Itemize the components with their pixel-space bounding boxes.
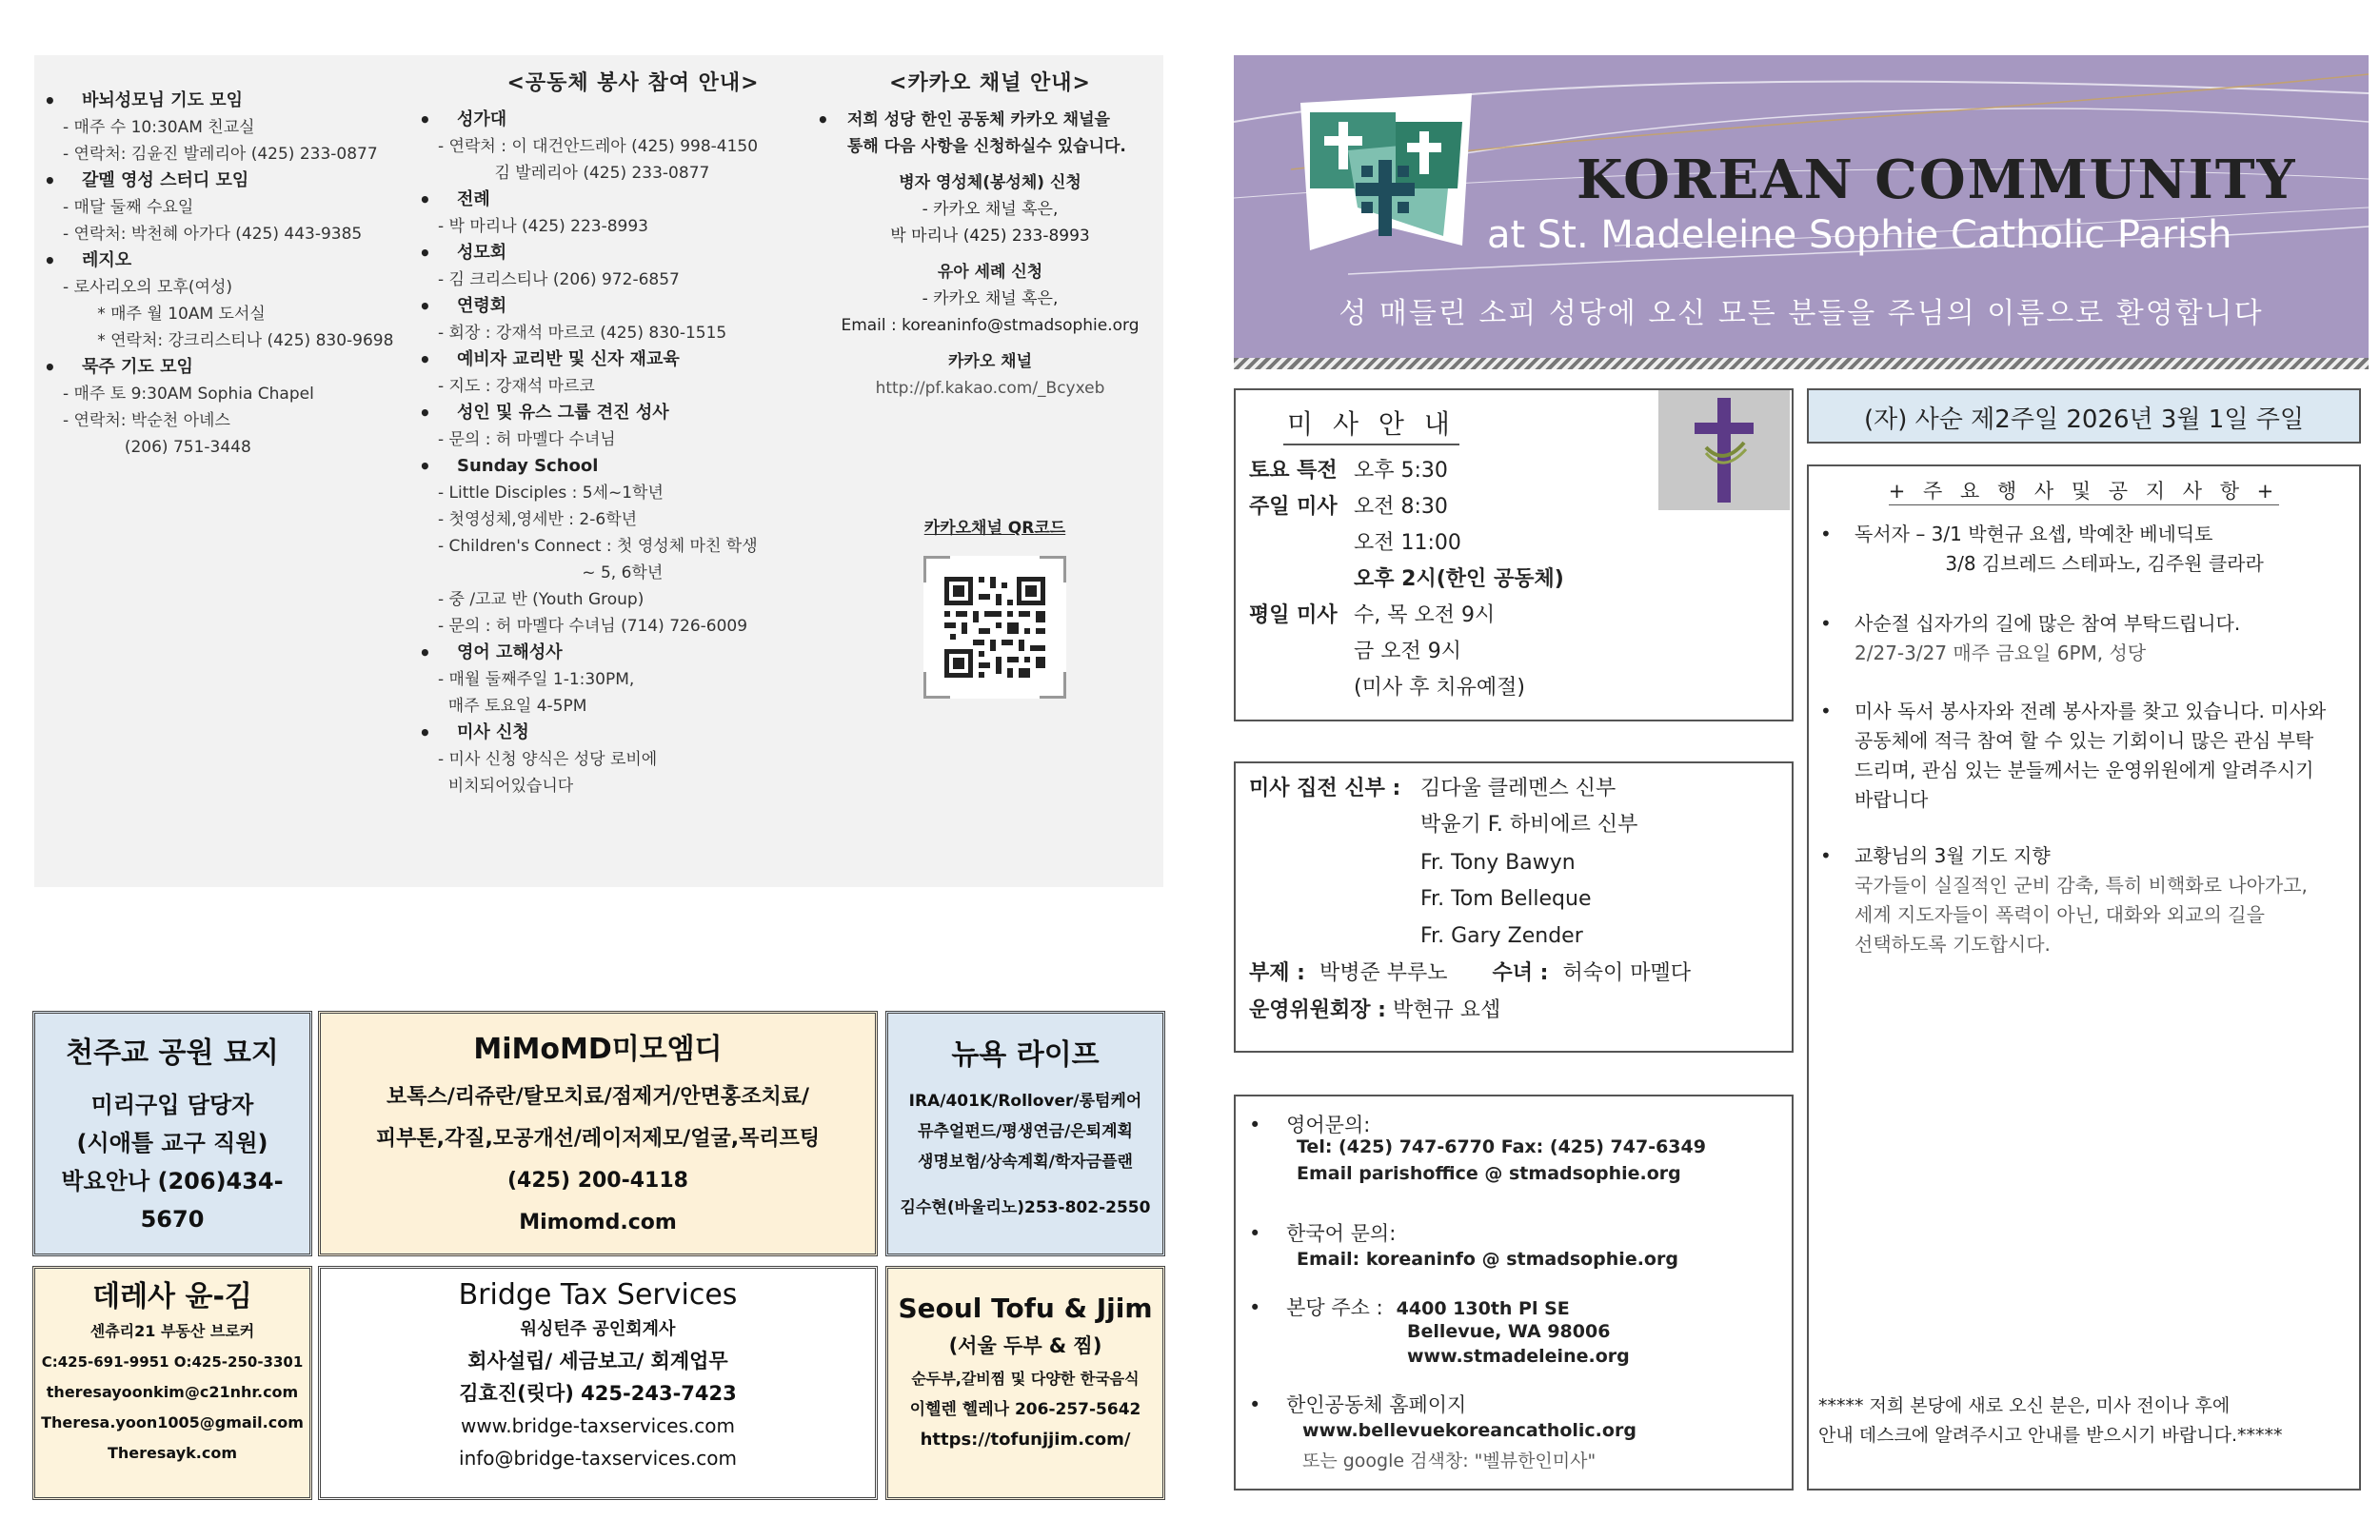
- announcements-title-text: + 주 요 행 사 및 공 지 사 항 +: [1889, 480, 2280, 505]
- ad-line: 피부톤,각질,모공개선/레이저제모/얼굴,목리프팅: [375, 1127, 821, 1151]
- council-name: 박현규 요셉: [1392, 998, 1501, 1022]
- mass-time-row: [1249, 453, 1448, 489]
- service-participation-column: [419, 69, 828, 800]
- announcement-text: 사순절 십자가의 길에 많은 참여 부탁드립니다.: [1854, 612, 2241, 635]
- group-detail: - 첫영성체,영세반 : 2-6학년: [438, 510, 638, 529]
- qr-code-box: [914, 516, 1076, 716]
- community-homepage-link[interactable]: www.bellevuekoreancatholic.org: [1302, 1420, 1636, 1441]
- group-title: • 바뇌성모님 기도 모임: [44, 88, 444, 114]
- priest-label: 미사 집전 신부 :: [1249, 777, 1401, 800]
- ad-catholic-cemetery: [32, 1011, 312, 1256]
- liturgical-sunday-text: (자) 사순 제2주일 2026년 3월 1일 주일: [1864, 405, 2304, 434]
- mass-time-value: 오전 8:30: [1354, 495, 1448, 519]
- priest-name: Fr. Gary Zender: [1420, 924, 1583, 948]
- group-title: • Sunday School: [419, 453, 828, 480]
- korean-inquiry-email[interactable]: Email: koreaninfo @ stmadsophie.org: [1297, 1249, 1678, 1270]
- ad-new-york-life: [885, 1011, 1165, 1256]
- group-detail: - 매주 수 10:30AM 친교실: [63, 118, 255, 137]
- header-welcome-text: 성 매들린 소피 성당에 오신 모든 분들을 주님의 이름으로 환영합니다: [1339, 297, 2264, 330]
- mass-time-value: 오후 2시(한인 공동체): [1354, 567, 1564, 591]
- ad-mimomd: [318, 1011, 878, 1256]
- ad-title: Seoul Tofu & Jjim: [898, 1293, 1153, 1324]
- ad-title: 데레사 윤-김: [92, 1280, 252, 1313]
- priest-name: Fr. Tony Bawyn: [1420, 851, 1576, 875]
- ad-line: 회사설립/ 세금보고/ 회계업무: [467, 1350, 728, 1372]
- group-title: • 성모회: [419, 240, 828, 267]
- group-detail: - Little Disciples : 5세~1학년: [438, 484, 664, 503]
- priest-name: 박윤기 F. 하비에르 신부: [1420, 813, 1638, 837]
- ad-bridge-tax-services: [318, 1266, 878, 1500]
- group-detail: - 회장 : 강재석 마르코 (425) 830-1515: [438, 324, 727, 343]
- kakao-section-line: 박 마리나 (425) 233-8993: [890, 227, 1090, 246]
- ad-title: Bridge Tax Services: [458, 1278, 738, 1312]
- group-title: • 예비자 교리반 및 신자 재교육: [419, 346, 828, 373]
- ad-email-link[interactable]: info@bridge-taxservices.com: [459, 1447, 737, 1470]
- parish-website-link[interactable]: www.stmadeleine.org: [1407, 1346, 1630, 1367]
- left-info-panel: [34, 55, 1163, 887]
- mass-time-value: 금 오전 9시: [1354, 640, 1461, 663]
- group-detail: 매주 토요일 4-5PM: [438, 697, 587, 716]
- group-title: • 성가대: [419, 107, 828, 133]
- english-inquiry-phone: Tel: (425) 747-6770 Fax: (425) 747-6349: [1297, 1136, 1706, 1157]
- group-detail: - 매달 둘째 수요일: [63, 198, 194, 217]
- ad-line: 생명보험/상속계획/학자금플랜: [918, 1153, 1133, 1172]
- group-detail: - 문의 : 허 마멜다 수녀님 (714) 726-6009: [438, 617, 748, 636]
- group-detail: 비치되어있습니다: [438, 777, 574, 796]
- ad-phone: (425) 200-4118: [507, 1169, 688, 1193]
- qr-code-image[interactable]: [923, 556, 1066, 699]
- announcement-subtext: 2/27-3/27 매주 금요일 6PM, 성당: [1854, 642, 2147, 664]
- mass-schedule-title: 미 사 안 내: [1283, 404, 1459, 445]
- group-detail: (206) 751-3448: [63, 438, 251, 457]
- english-inquiry-label: 영어문의:: [1286, 1114, 1371, 1136]
- ad-website-link[interactable]: Theresayk.com: [107, 1444, 238, 1462]
- ad-phone: 김효진(릿다) 425-243-7423: [459, 1382, 737, 1405]
- announcement-item: • 사순절 십자가의 길에 많은 참여 부탁드립니다. 2/27-3/27 매주 금요일 6PM, 성당: [1820, 609, 2353, 668]
- address-line: Bellevue, WA 98006: [1407, 1321, 1611, 1342]
- ad-phone: C:425-691-9951 O:425-250-3301: [41, 1353, 304, 1371]
- priest-name: Fr. Tom Belleque: [1420, 887, 1592, 911]
- ad-line: 보톡스/리쥬란/탈모치료/점제거/안면홍조치료/: [387, 1085, 809, 1109]
- kakao-channel-column: [809, 69, 1171, 538]
- group-detail: - 연락처: 박순천 아녜스: [63, 411, 230, 430]
- group-title: • 연령회: [419, 293, 828, 320]
- group-detail: * 연락처: 강크리스티나 (425) 830-9698: [82, 331, 394, 350]
- group-detail: - 미사 신청 양식은 성당 로비에: [438, 750, 658, 769]
- group-detail: - 연락처: 박천혜 아가다 (425) 443-9385: [63, 225, 363, 244]
- ad-line: 센츄리21 부동산 브로커: [89, 1322, 255, 1340]
- parish-logo-icon: [1291, 84, 1481, 265]
- kakao-section-sick-communion: [809, 169, 1171, 249]
- group-detail: - 로사리오의 모후(여성): [63, 278, 233, 297]
- kakao-intro-line: 통해 다음 사항을 신청하실수 있습니다.: [847, 137, 1126, 156]
- ad-website-link[interactable]: https://tofunjjim.com/: [920, 1430, 1131, 1450]
- english-inquiry-email[interactable]: Email parishoffice @ stmadsophie.org: [1297, 1163, 1681, 1184]
- service-participation-title: <공동체 봉사 참여 안내>: [506, 71, 760, 95]
- ad-title: MiMoMD미모엠디: [473, 1033, 723, 1066]
- ad-seoul-tofu-jjim: [885, 1266, 1165, 1500]
- announcement-text: 독서자 – 3/1 박현규 요셉, 박예찬 베네딕토 3/8 김브레드 스테파노, 김주원 클라라: [1854, 523, 2264, 575]
- sister-label: 수녀 :: [1492, 961, 1549, 985]
- council-label: 운영위원회장 :: [1249, 998, 1386, 1022]
- kakao-section-infant-baptism: [809, 259, 1171, 339]
- group-detail: ~ 5, 6학년: [438, 563, 664, 582]
- announcement-item: • 독서자 – 3/1 박현규 요셉, 박예찬 베네딕토 3/8 김브레드 스테파노, 김주원 클라라: [1820, 520, 2353, 579]
- group-detail: 김 발레리아 (425) 233-0877: [438, 164, 710, 183]
- group-detail: - 연락처 : 이 대건안드레아 (425) 998-4150: [438, 137, 759, 156]
- contact-info-box: • 영어문의: Tel: (425) 747-6770 Fax: (425) 747-6349 Email parishoffice @ stmadsophie.org • 한국어 문의: Email: koreaninfo @ stmadsophie.org • 본당 주소 : 4400 130th Pl SE Bellevue, WA 98006 www.stmadeleine.org • 한인공동체 홈페이지 www.bellevuekoreancatholic.org 또는 google 검색창: "벨뷰한인미사": [1234, 1095, 1794, 1491]
- mass-day-label: 주일 미사: [1249, 495, 1338, 519]
- group-title: • 묵주 기도 모임: [44, 354, 444, 381]
- ad-phone: 박요안나 (206)434-5670: [61, 1168, 284, 1233]
- group-title: • 전례: [419, 187, 828, 213]
- ad-line: 미리구입 담당자: [90, 1092, 254, 1118]
- kakao-section-line: - 카카오 채널 혹은,: [922, 289, 1059, 308]
- ad-line: (서울 두부 & 찜): [948, 1334, 1102, 1357]
- group-detail: - 박 마리나 (425) 223-8993: [438, 217, 648, 236]
- announcement-subtext: 국가들이 실질적인 군비 감축, 특히 비핵화로 나아가고, 세계 지도자들이 폭력이 아닌, 대화와 외교의 길을 선택하도록 기도합시다.: [1854, 874, 2308, 956]
- kakao-channel-title: <카카오 채널 안내>: [889, 71, 1091, 95]
- header-stripe-divider: [1234, 358, 2369, 369]
- group-detail: - 문의 : 허 마멜다 수녀님: [438, 430, 616, 449]
- kakao-section-head: 유아 세례 신청: [937, 263, 1043, 282]
- ad-line: (시애틀 교구 직원): [76, 1130, 268, 1156]
- cross-icon: [1658, 390, 1790, 510]
- mass-time-value: 오후 5:30: [1354, 459, 1448, 483]
- mass-day-label: 평일 미사: [1249, 603, 1338, 627]
- announcement-text: 미사 독서 봉사자와 전례 봉사자를 찾고 있습니다. 미사와 공동체에 적극 참여 할 수 있는 기회이니 많은 관심 부탁 드리며, 관심 있는 분들께서는 운영위원에게 알려주시기 바랍니다: [1854, 700, 2327, 811]
- group-detail: - 매주 토 9:30AM Sophia Chapel: [63, 385, 314, 404]
- header-subtitle: at St. Madeleine Sophie Catholic Parish: [1487, 213, 2232, 257]
- kakao-section-head: 병자 영성체(봉성체) 신청: [899, 173, 1081, 192]
- korean-inquiry-label: 한국어 문의:: [1286, 1222, 1397, 1245]
- mass-time-row: [1249, 489, 1448, 525]
- group-detail: - 중 /고교 반 (Youth Group): [438, 590, 645, 609]
- qr-label: 카카오채널 QR코드: [923, 519, 1066, 538]
- group-title: • 성인 및 유스 그룹 견진 성사: [419, 400, 828, 426]
- mass-schedule-box: [1234, 388, 1794, 721]
- kakao-section-line: - 카카오 채널 혹은,: [922, 200, 1059, 219]
- announcement-item: • 교황님의 3월 기도 지향 국가들이 실질적인 군비 감축, 특히 비핵화로 나아가고, 세계 지도자들이 폭력이 아닌, 대화와 외교의 길을 선택하도록 기도합시다.: [1820, 841, 2353, 959]
- community-header-banner: [1234, 55, 2369, 369]
- group-title: • 영어 고해성사: [419, 640, 828, 666]
- community-groups-column: [44, 88, 444, 461]
- mass-time-value: (미사 후 치유예절): [1354, 676, 1525, 700]
- mass-time-row: [1249, 562, 1564, 598]
- group-detail: - 지도 : 강재석 마르코: [438, 377, 595, 396]
- mass-time-row: [1249, 525, 1461, 562]
- kakao-channel-link[interactable]: http://pf.kakao.com/_Bcyxeb: [875, 379, 1105, 398]
- mass-time-value: 수, 목 오전 9시: [1354, 603, 1496, 627]
- sister-name: 허숙이 마멜다: [1562, 961, 1691, 985]
- ad-website-link[interactable]: Mimomd.com: [519, 1211, 677, 1234]
- group-title: • 미사 신청: [419, 720, 828, 746]
- ad-email-link[interactable]: Theresa.yoon1005@gmail.com: [41, 1413, 304, 1431]
- announcements-title: [1809, 476, 2359, 504]
- header-title: KOREAN COMMUNITY: [1577, 148, 2297, 211]
- announcement-item: • 미사 독서 봉사자와 전례 봉사자를 찾고 있습니다. 미사와 공동체에 적극 참여 할 수 있는 기회이니 많은 관심 부탁 드리며, 관심 있는 분들께서는 운영위원에게 알려주시기 바랍니다: [1820, 697, 2353, 815]
- mass-time-row: [1249, 598, 1495, 634]
- ad-phone: 김수현(바울리노)253-802-2550: [900, 1198, 1151, 1217]
- ad-title: 뉴욕 라이프: [951, 1038, 1100, 1072]
- ad-line: 순두부,갈비찜 및 다양한 한국음식: [911, 1370, 1140, 1388]
- announcements-box: [1807, 464, 2361, 1491]
- ad-phone: 이헬렌 헬레나 206-257-5642: [909, 1400, 1141, 1419]
- address-label: 본당 주소 :: [1286, 1296, 1383, 1319]
- ad-line: 뮤추얼펀드/평생연금/은퇴계획: [918, 1122, 1133, 1141]
- kakao-email-link[interactable]: Email : koreaninfo@stmadsophie.org: [841, 316, 1140, 335]
- liturgical-sunday-banner: [1807, 388, 2361, 444]
- priest-name: 김다울 클레멘스 신부: [1420, 777, 1616, 800]
- announcement-text: 교황님의 3월 기도 지향: [1854, 844, 2051, 867]
- mass-time-row: [1249, 634, 1461, 670]
- mass-day-label: 토요 특전: [1249, 459, 1338, 483]
- ad-line: IRA/401K/Rollover/롱텀케어: [908, 1092, 1142, 1111]
- clergy-box: [1234, 761, 1794, 1053]
- group-title: • 갈멜 영성 스터디 모임: [44, 168, 444, 194]
- ad-website-link[interactable]: www.bridge-taxservices.com: [460, 1414, 736, 1437]
- group-detail: * 매주 월 10AM 도서실: [82, 305, 266, 324]
- deacon-name: 박병준 부루노: [1319, 961, 1448, 985]
- kakao-section-head: 카카오 채널: [947, 352, 1033, 371]
- group-detail: - 연락처: 김윤진 발레리아 (425) 233-0877: [63, 145, 378, 164]
- ad-teresa-yoon-kim: [32, 1266, 312, 1500]
- kakao-intro: [809, 107, 1171, 160]
- group-detail: - Children's Connect : 첫 영성체 마친 학생: [438, 537, 758, 556]
- google-search-hint: 또는 google 검색창: "벨뷰한인미사": [1302, 1451, 1597, 1471]
- address-line: 4400 130th Pl SE: [1396, 1298, 1570, 1319]
- newcomer-notice: ***** 저희 본당에 새로 오신 분은, 미사 전이나 후에 안내 데스크에 알려주시고 안내를 받으시기 바랍니다.*****: [1818, 1395, 2283, 1446]
- mass-time-row: [1249, 670, 1525, 706]
- ad-email-link[interactable]: theresayoonkim@c21nhr.com: [46, 1383, 299, 1401]
- homepage-label: 한인공동체 홈페이지: [1286, 1393, 1467, 1416]
- group-detail: - 매월 둘째주일 1-1:30PM,: [438, 670, 635, 689]
- group-detail: - 김 크리스티나 (206) 972-6857: [438, 270, 680, 289]
- kakao-intro-line: • 저희 성당 한인 공동체 카카오 채널을: [847, 110, 1110, 129]
- ad-title: 천주교 공원 묘지: [66, 1037, 279, 1070]
- group-title: • 레지오: [44, 247, 444, 274]
- deacon-label: 부제 :: [1249, 961, 1305, 985]
- mass-time-value: 오전 11:00: [1354, 531, 1461, 555]
- ad-line: 워싱턴주 공인회계사: [520, 1319, 676, 1339]
- kakao-section-channel: [809, 348, 1171, 402]
